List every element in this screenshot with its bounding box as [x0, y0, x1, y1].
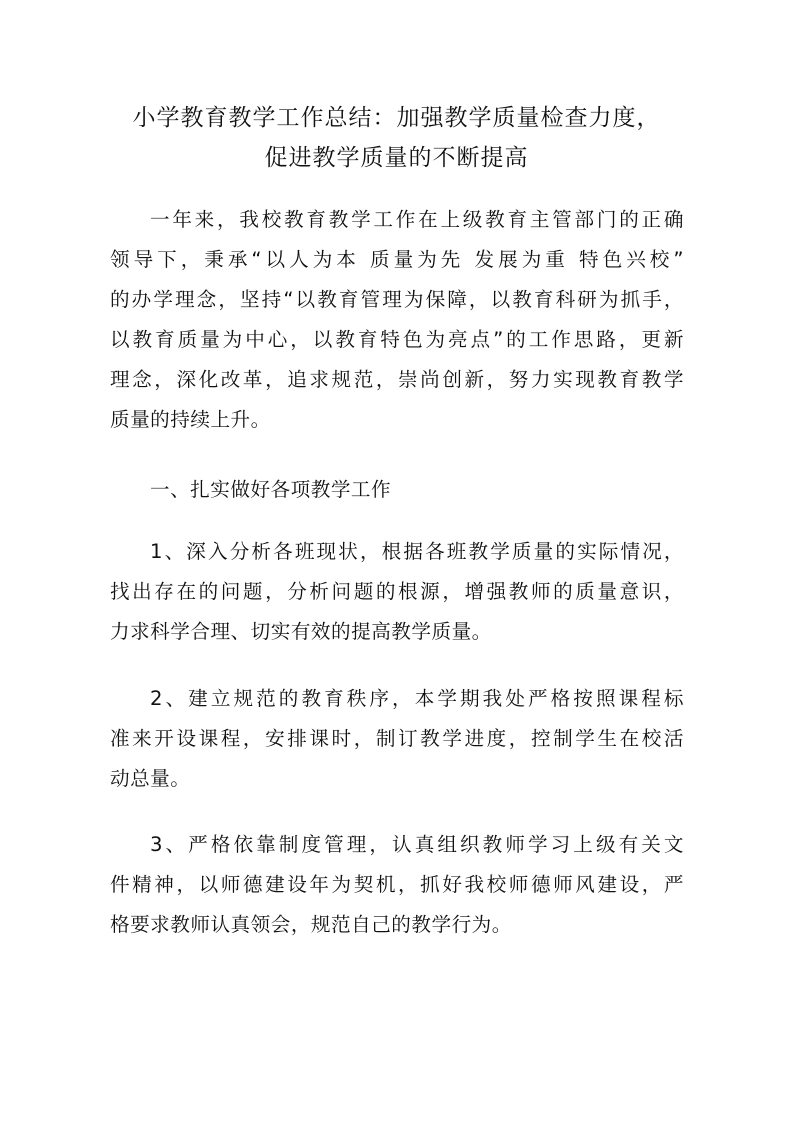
intro-line: 一年来，我校教育教学工作在上级教育主管部门的正确 — [150, 208, 684, 231]
intro-line: 以教育质量为中心，以教育特色为亮点”的工作思路，更新 — [110, 328, 684, 351]
item-1-line: 力求科学合理、切实有效的提高教学质量。 — [110, 620, 492, 643]
item-2-line: 准来开设课程，安排课时，制订教学进度，控制学生在校活 — [110, 727, 684, 750]
item-2-line: 2、建立规范的教育秩序，本学期我处严格按照课程标 — [150, 687, 684, 710]
document-title-line-1: 小学教育教学工作总结：加强教学质量检查力度， — [132, 105, 661, 131]
item-3-line: 格要求教师认真领会，规范自己的教学行为。 — [110, 913, 512, 936]
item-1-line: 找出存在的问题，分析问题的根源，增强教师的质量意识， — [110, 580, 684, 603]
intro-line: 质量的持续上升。 — [110, 408, 271, 431]
item-3-line: 件精神，以师德建设年为契机，抓好我校师德师风建设，严 — [110, 873, 684, 896]
intro-line: 理念，深化改革，追求规范，崇尚创新，努力实现教育教学 — [110, 368, 684, 391]
document-title-line-2: 促进教学质量的不断提高 — [264, 145, 529, 171]
item-1-line: 1、深入分析各班现状，根据各班教学质量的实际情况， — [150, 540, 684, 563]
intro-line: 领导下，秉承“以人为本 质量为先 发展为重 特色兴校” — [110, 248, 684, 271]
section-1-heading: 一、扎实做好各项教学工作 — [150, 478, 392, 501]
item-2-line: 动总量。 — [110, 767, 191, 790]
intro-line: 的办学理念，坚持“以教育管理为保障，以教育科研为抓手， — [110, 288, 684, 311]
item-3-line: 3、严格依靠制度管理，认真组织教师学习上级有关文 — [150, 833, 684, 856]
